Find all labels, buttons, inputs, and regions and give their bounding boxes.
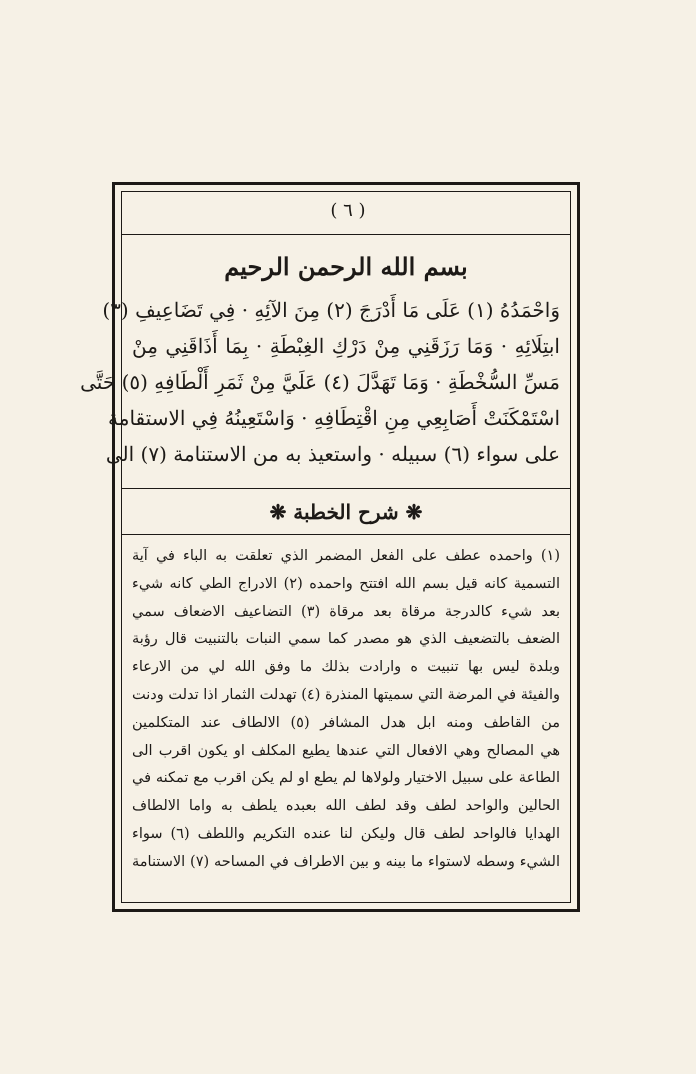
- note-line: وبلدة ليس بها تنبيت ه وارادت بذلك ما وفق الله لي من الارعاء: [132, 659, 560, 676]
- note-line: الطاعة على سبيل الاختيار ولولاها لم يطع او لم يكن اقرب مع تمكنه في: [132, 770, 560, 787]
- note-line: والفيئة في المرضة التي سميتها المنذرة (٤) تهدلت الثمار اذا تدلت ودنت: [132, 686, 560, 703]
- main-line: اسْتَمْكَنَتْ أَصَابِعِي مِنِ اقْتِطَافِهِ · وَاسْتَعِينُهُ فِي الاستقامة: [108, 406, 560, 430]
- note-line: هي المصالح وهي الافعال التي عندها يطيع المكلف او يكون اقرب الى: [132, 742, 560, 759]
- main-line: مَسِّ السُّخْطَةِ · وَمَا تَهَدَّلَ (٤) عَلَيَّ مِنْ ثَمَرِ أَلْطَافِهِ (٥) حَتَّى: [80, 370, 560, 394]
- basmala-heading: بسم الله الرحمن الرحيم: [224, 252, 468, 281]
- note-line: من القاطف ومنه ابل هدل المشافر (٥) الالطاف عند المتكلمين: [132, 714, 560, 731]
- main-text: [80, 292, 560, 472]
- note-line: (١) واحمده عطف على الفعل المضمر الذي تعلقت به الباء في آية: [132, 548, 560, 564]
- section-rule-bottom: [122, 534, 570, 535]
- section-title: ❋ شرح الخطبة ❋: [269, 500, 423, 524]
- header-rule: [122, 234, 570, 235]
- note-line: الحالين والواحد لطف وقد لطف الله بعبده يلطف به واما الالطاف: [132, 798, 560, 815]
- section-rule-top: [122, 488, 570, 489]
- note-line: التسمية كانه قيل بسم الله افتتح واحمده (٢) الادراج الطي كانه شيء: [132, 575, 560, 592]
- main-line: على سواء (٦) سبيله · واستعيذ به من الاستنامة (٧) الى: [105, 442, 560, 466]
- note-line: الضعف بالتضعيف الذي هو مصدر كما سمي النبات بالتنبيت قال رؤبة: [132, 631, 560, 648]
- note-line: الهدايا فالواحد لطف قال وليكن لنا عنده التكريم واللطف (٦) سواء: [132, 825, 560, 842]
- commentary-notes: [132, 543, 560, 877]
- main-line: ابتِلَائِهِ · وَمَا رَزَقَنِي مِنْ دَرْكِ الغِبْطَةِ · بِمَا أَذَاقَنِي مِنْ: [132, 334, 560, 358]
- note-line: الشيء وسطه لاستواء ما بينه و بين الاطراف في المساحه (٧) الاستنامة: [132, 853, 560, 870]
- page-number: ( ٦ ): [330, 200, 366, 221]
- main-line: وَاحْمَدُهُ (١) عَلَى مَا أَدْرَجَ (٢) مِنَ الآئِهِ · فِي تَضَاعِيفِ (٣): [102, 298, 560, 322]
- note-line: بعد شيء كالدرجة مرقاة بعد مرقاة (٣) التضاعيف الاضعاف سمي: [132, 603, 560, 620]
